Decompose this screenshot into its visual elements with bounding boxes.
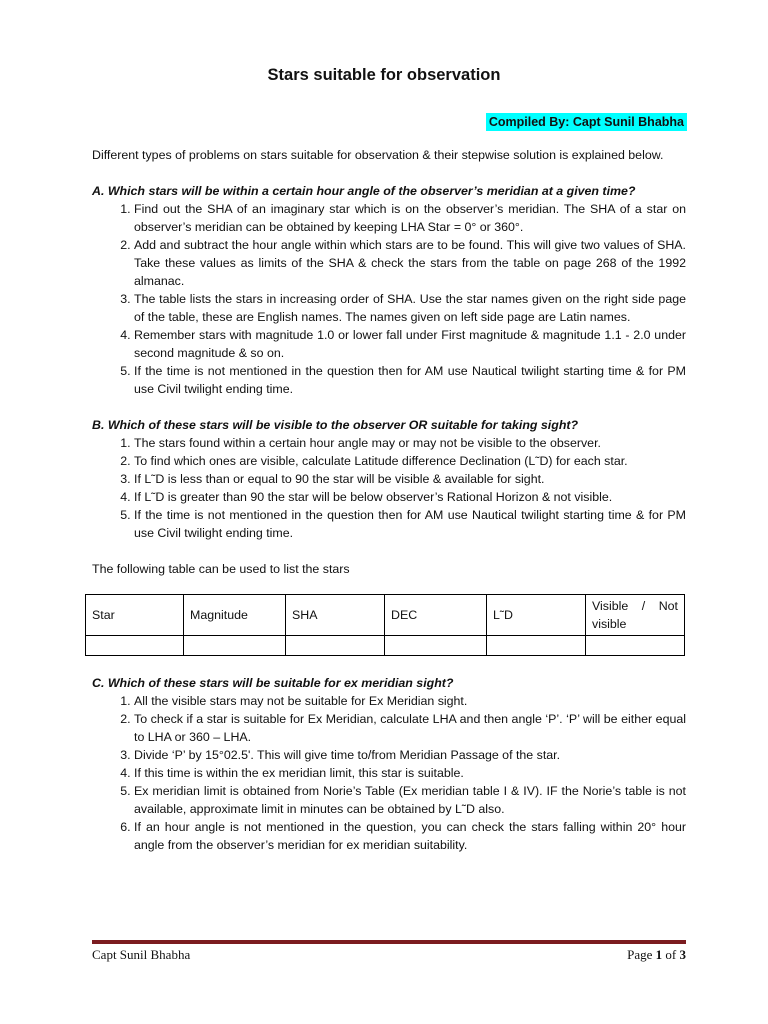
list-item: 4. Remember stars with magnitude 1.0 or lower fall under First magnitude & magnitude 1.1 - 2.0 under second magnitude & so on. (134, 326, 686, 362)
table-row (86, 636, 685, 656)
list-item: 1. All the visible stars may not be suitable for Ex Meridian sight. (134, 692, 686, 710)
page-num: 1 (655, 947, 663, 962)
list-item: 2. To check if a star is suitable for Ex Meridian, calculate LHA and then angle ‘P’. ‘P’ will be either equal to LHA or 360 – LHA. (134, 710, 686, 746)
table-cell (385, 636, 487, 656)
header-not-word: Not (658, 599, 678, 613)
compiled-by-highlight: Compiled By: Capt Sunil Bhabha (486, 113, 687, 131)
page-word: Page (627, 947, 653, 962)
header-star: Star (86, 595, 184, 636)
footer-author: Capt Sunil Bhabha (92, 947, 191, 962)
list-item: 3. If L˜D is less than or equal to 90 the star will be visible & available for sight. (134, 470, 686, 488)
page-total: 3 (679, 947, 686, 962)
section-c-heading: C. Which of these stars will be suitable for ex meridian sight? (92, 676, 454, 690)
header-slash: / (641, 599, 646, 613)
table-cell (184, 636, 286, 656)
list-item: 3. Divide ‘P’ by 15°02.5'. This will give time to/from Meridian Passage of the star. (134, 746, 686, 764)
list-item: 1. The stars found within a certain hour angle may or may not be visible to the observer. (134, 434, 686, 452)
document-body (92, 146, 686, 854)
list-item: 5. Ex meridian limit is obtained from Norie’s Table (Ex meridian table I & IV). IF the Norie’s table is not available, approximate limit in minutes can be obtained by L˜D also. (134, 782, 686, 818)
of-word: of (665, 947, 677, 962)
table-cell (286, 636, 385, 656)
table-cell (487, 636, 586, 656)
section-b-list (92, 434, 686, 542)
table-cell (86, 636, 184, 656)
footer-rule (92, 940, 686, 944)
header-magnitude: Magnitude (184, 595, 286, 636)
table-cell (586, 636, 685, 656)
header-visible (586, 595, 685, 636)
stars-table (85, 594, 685, 656)
header-sha: SHA (286, 595, 385, 636)
header-visible-tail: visible (592, 617, 627, 631)
section-a-list (92, 200, 686, 398)
footer-page-number (627, 947, 686, 963)
page-title: Stars suitable for observation (267, 66, 501, 84)
header-lcd: L˜D (487, 595, 586, 636)
list-item: 3. The table lists the stars in increasing order of SHA. Use the star names given on the right side page of the table, these are English names. The names given on left side page are Latin names. (134, 290, 686, 326)
section-a-heading: A. Which stars will be within a certain hour angle of the observer’s meridian at a given time? (92, 184, 636, 198)
list-item: 6. If an hour angle is not mentioned in the question, you can check the stars falling within 20° hour angle from the observer’s meridian for ex meridian suitability. (134, 818, 686, 854)
list-item: 4. If L˜D is greater than 90 the star will be below observer’s Rational Horizon & not visible. (134, 488, 686, 506)
list-item: 4. If this time is within the ex meridian limit, this star is suitable. (134, 764, 686, 782)
section-b-heading: B. Which of these stars will be visible to the observer OR suitable for taking sight? (92, 418, 579, 432)
list-item: 5. If the time is not mentioned in the question then for AM use Nautical twilight starting time & for PM use Civil twilight ending time. (134, 506, 686, 542)
header-dec: DEC (385, 595, 487, 636)
table-header-row (86, 595, 685, 636)
intro-paragraph: Different types of problems on stars suitable for observation & their stepwise solution is explained below. (92, 148, 664, 162)
list-item: 2. To find which ones are visible, calculate Latitude difference Declination (L˜D) for each star. (134, 452, 686, 470)
section-c-list (92, 692, 686, 854)
list-item: 5. If the time is not mentioned in the question then for AM use Nautical twilight starting time & for PM use Civil twilight ending time. (134, 362, 686, 398)
list-item: 1. Find out the SHA of an imaginary star which is on the observer’s meridian. The SHA of a star on observer’s meridian can be obtained by keeping LHA Star = 0° or 360°. (134, 200, 686, 236)
header-visible-word: Visible (592, 599, 629, 613)
list-item: 2. Add and subtract the hour angle within which stars are to be found. This will give two values of SHA. Take these values as limits of the SHA & check the stars from the table on page 268 of the 1992 almanac. (134, 236, 686, 290)
table-caption: The following table can be used to list the stars (92, 562, 350, 576)
